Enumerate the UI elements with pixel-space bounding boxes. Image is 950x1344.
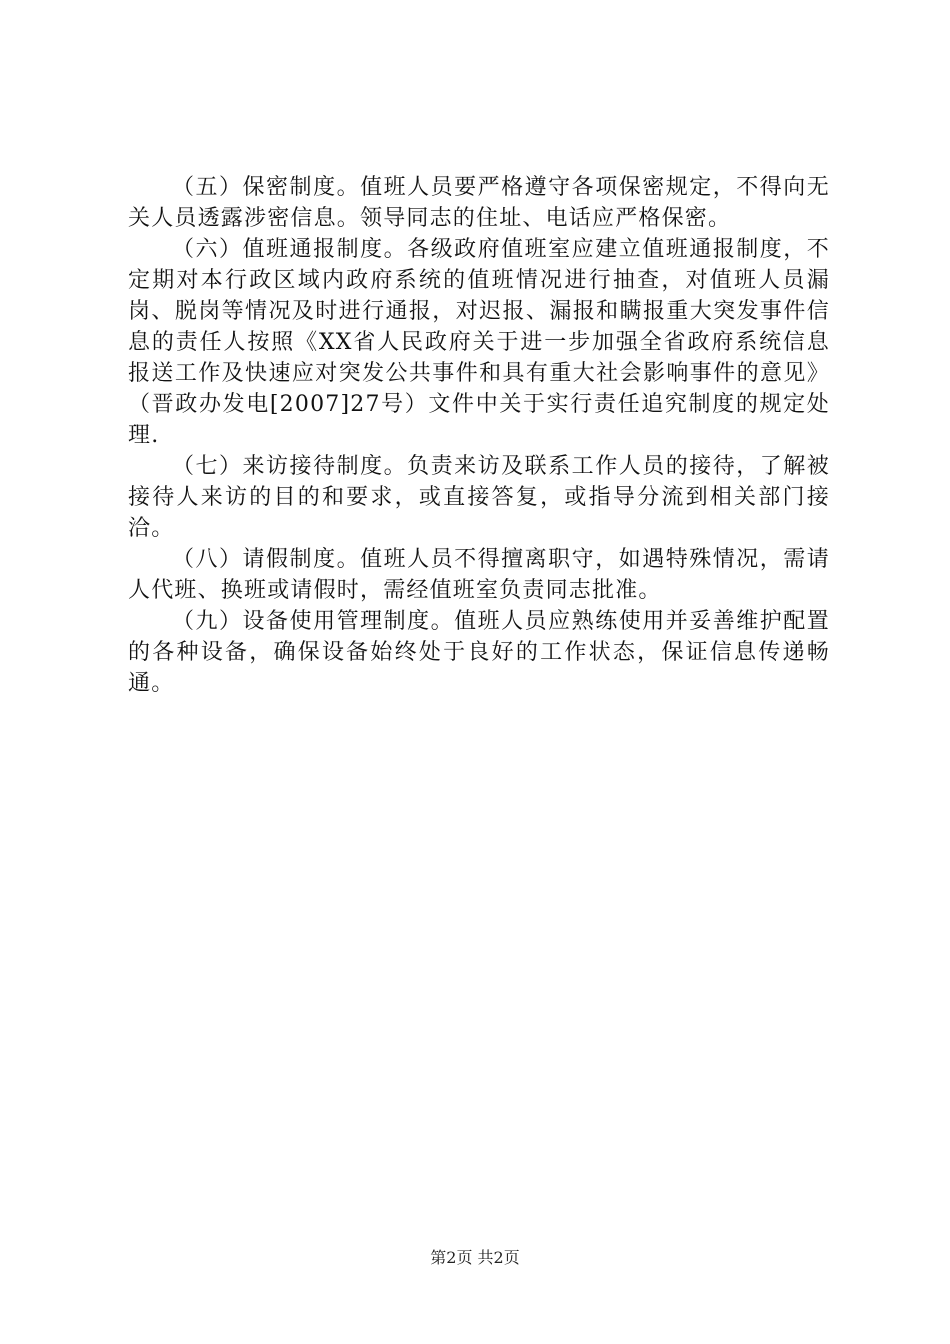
paragraph-confidentiality: （五）保密制度。值班人员要严格遵守各项保密规定，不得向无关人员透露涉密信息。领导同志的住址、电话应严格保密。 bbox=[128, 175, 830, 231]
document-body bbox=[128, 172, 830, 699]
paragraph-duty-notification: （六）值班通报制度。各级政府值班室应建立值班通报制度，不定期对本行政区域内政府系统的值班情况进行抽查，对值班人员漏岗、脱岗等情况及时进行通报，对迟报、漏报和瞒报重大突发事件信息的责任人按照《XX省人民政府关于进一步加强全省政府系统信息报送工作及快速应对突发公共事件和具有重大社会影响事件的意见》（晋政办发电[2007]27号）文件中关于实行责任追究制度的规定处理. bbox=[128, 237, 830, 448]
paragraph-visitor-reception: （七）来访接待制度。负责来访及联系工作人员的接待，了解被接待人来访的目的和要求，或直接答复，或指导分流到相关部门接洽。 bbox=[128, 454, 830, 541]
paragraph-equipment: （九）设备使用管理制度。值班人员应熟练使用并妥善维护配置的各种设备，确保设备始终处于良好的工作状态，保证信息传递畅通。 bbox=[128, 609, 830, 696]
paragraph-leave: （八）请假制度。值班人员不得擅离职守，如遇特殊情况，需请人代班、换班或请假时，需经值班室负责同志批准。 bbox=[128, 547, 830, 603]
page-number-footer: 第2页 共2页 bbox=[430, 1248, 520, 1267]
